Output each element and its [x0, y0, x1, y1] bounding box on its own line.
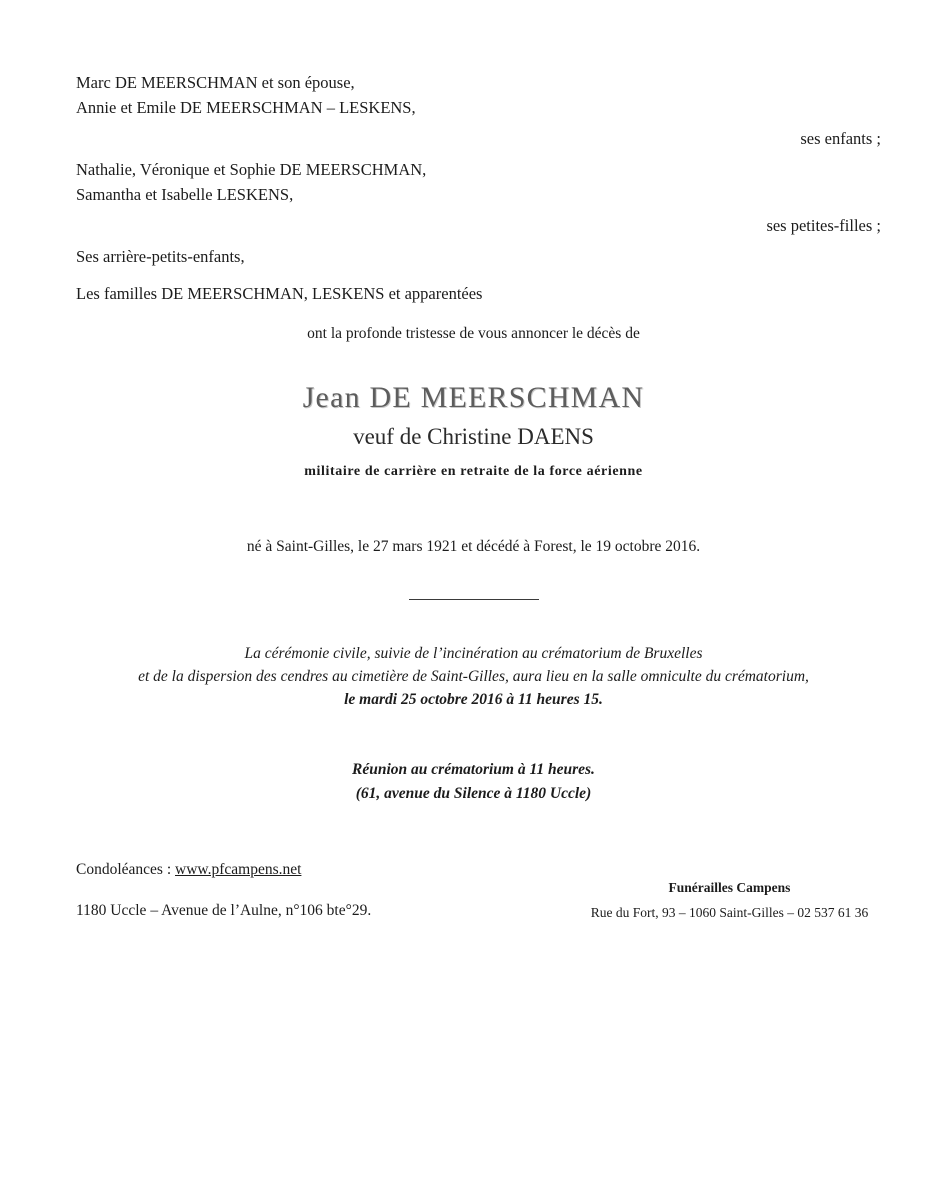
family-group-grandchildren [76, 157, 881, 238]
funeral-home-address: Rue du Fort, 93 – 1060 Saint-Gilles – 02 537 61 36 [590, 905, 869, 920]
ceremony-line-3: le mardi 25 octobre 2016 à 11 heures 15. [344, 691, 603, 708]
section-divider [409, 599, 539, 600]
ceremony-block [0, 642, 947, 711]
family-line: Marc DE MEERSCHMAN et son épouse, [76, 73, 355, 92]
condolences-link[interactable]: www.pfcampens.net [175, 861, 302, 878]
announcement-text: ont la profonde tristesse de vous annoncer le décès de [307, 325, 640, 342]
ceremony-line-2: et de la dispersion des cendres au cimetière de Saint-Gilles, aura lieu en la salle omniculte du crématorium, [138, 668, 809, 685]
family-line: Les familles DE MEERSCHMAN, LESKENS et apparentées [76, 284, 483, 303]
reunion-line-2: (61, avenue du Silence à 1180 Uccle) [355, 785, 592, 802]
family-line: Ses arrière-petits-enfants, [76, 247, 245, 266]
spacer [76, 269, 881, 281]
family-address: 1180 Uccle – Avenue de l’Aulne, n°106 bte°29. [76, 902, 372, 919]
deceased-spouse-line: veuf de Christine DAENS [353, 424, 594, 449]
deceased-name: Jean DE MEERSCHMAN [302, 381, 645, 414]
family-block [76, 70, 881, 306]
family-relation-note: ses enfants ; [800, 129, 881, 148]
family-line: Nathalie, Véronique et Sophie DE MEERSCHMAN, [76, 160, 427, 179]
funeral-home-name: Funérailles Campens [668, 880, 791, 895]
family-group-families [76, 281, 881, 306]
reunion-block [0, 758, 947, 806]
condolences-line [76, 861, 301, 879]
condolences-label: Condoléances : [76, 861, 176, 878]
reunion-line-1: Réunion au crématorium à 11 heures. [352, 761, 595, 778]
family-group-great-grandchildren [76, 244, 881, 269]
family-group-children [76, 70, 881, 151]
family-line: Samantha et Isabelle LESKENS, [76, 185, 294, 204]
deceased-occupation: militaire de carrière en retraite de la force aérienne [304, 464, 643, 479]
birth-death-line: né à Saint-Gilles, le 27 mars 1921 et décédé à Forest, le 19 octobre 2016. [246, 538, 701, 555]
ceremony-line-1: La cérémonie civile, suivie de l’incinération au crématorium de Bruxelles [244, 645, 703, 662]
family-line: Annie et Emile DE MEERSCHMAN – LESKENS, [76, 98, 416, 117]
family-relation-note: ses petites-filles ; [766, 216, 881, 235]
deceased-block [0, 380, 947, 480]
